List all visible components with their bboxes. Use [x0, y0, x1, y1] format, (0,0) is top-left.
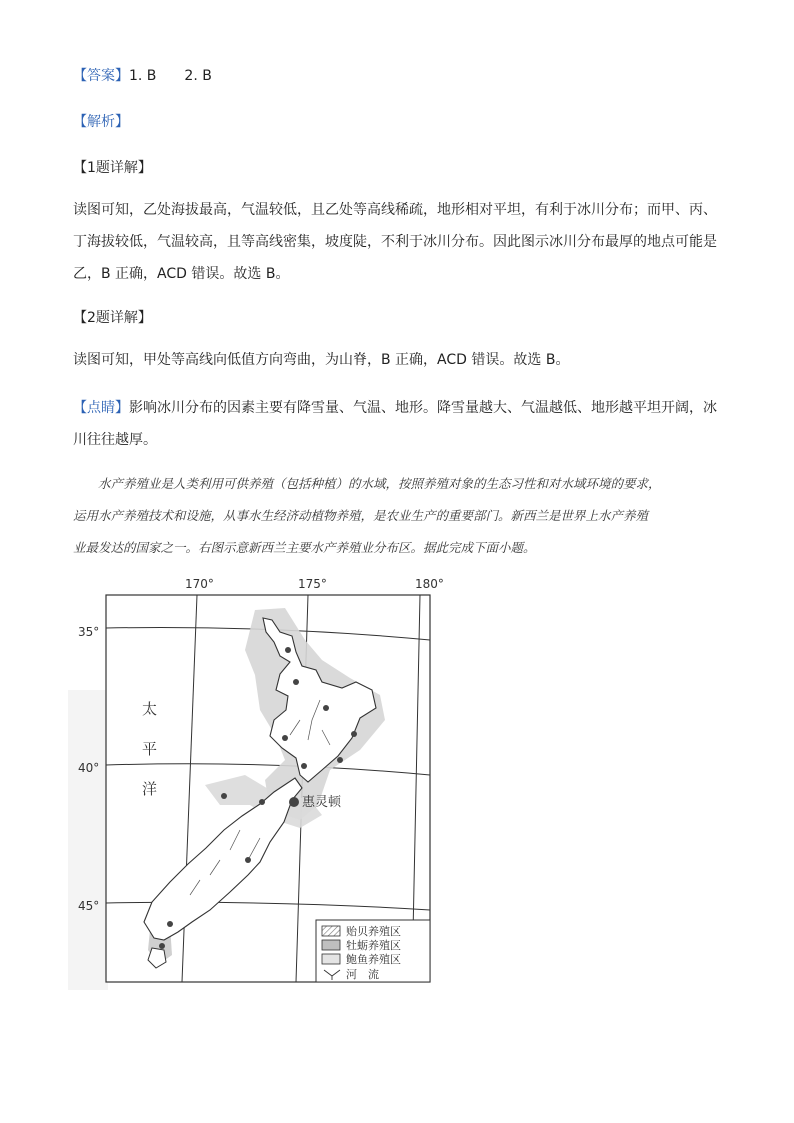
tip-line-1 [73, 393, 717, 424]
tip-label: 【点睛】 [73, 400, 129, 416]
legend-label-abalone: 鲍鱼养殖区 [346, 953, 401, 966]
q2-line-1: 读图可知，甲处等高线向低值方向弯曲，为山脊，B 正确，ACD 错误。故选 B。 [73, 352, 570, 368]
legend-label-river: 河 流 [346, 968, 379, 981]
passage-line-2: 运用水产养殖技术和设施，从事水生经济动植物养殖，是农业生产的重要部门。新西兰是世界上水产养殖 [73, 508, 649, 523]
q1-line-1: 读图可知，乙处海拔最高，气温较低，且乙处等高线稀疏，地形相对平坦，有利于冰川分布；而甲、丙、 [73, 202, 717, 218]
q1-heading: 【1题详解】 [73, 160, 152, 176]
lon-label-175: 175° [298, 577, 327, 591]
legend-swatch-abalone [322, 954, 340, 964]
passage-line-3: 业最发达的国家之一。右图示意新西兰主要水产养殖业分布区。据此完成下面小题。 [73, 540, 536, 555]
answer-label: 【答案】 [73, 68, 129, 84]
q1-line-2: 丁海拔较低，气温较高，且等高线密集，坡度陡，不利于冰川分布。因此图示冰川分布最厚的地点可能是 [73, 234, 717, 250]
answer-text: 1. B 2. B [129, 68, 212, 84]
legend-label-oyster: 牡蛎养殖区 [346, 939, 401, 952]
tip-line-2: 川往往越厚。 [73, 432, 157, 448]
legend-swatch-mussel [322, 926, 340, 936]
q2-heading: 【2题详解】 [73, 310, 152, 326]
ocean-label-3: 洋 [142, 780, 158, 798]
lon-label-170: 170° [185, 577, 214, 591]
passage-line-1: 水产养殖业是人类利用可供养殖（包括种植）的水域，按照养殖对象的生态习性和对水域环境的要求， [73, 476, 661, 491]
lat-label-40: 40° [78, 761, 100, 775]
tip-text-1: 影响冰川分布的因素主要有降雪量、气温、地形。降雪量越大、气温越低、地形越平坦开阔，冰 [129, 400, 717, 416]
q1-line-3: 乙，B 正确，ACD 错误。故选 B。 [73, 266, 290, 282]
answer-line [73, 66, 212, 86]
legend-label-mussel: 贻贝养殖区 [346, 925, 401, 938]
scan-shadow [68, 690, 108, 990]
ocean-label-2: 平 [142, 740, 158, 758]
lat-label-35: 35° [78, 625, 100, 639]
lat-label-45: 45° [78, 899, 100, 913]
ocean-label-1: 太 [142, 700, 158, 718]
lon-label-180: 180° [415, 577, 444, 591]
map-legend [316, 920, 430, 982]
analysis-label: 【解析】 [73, 114, 129, 130]
new-zealand-aquaculture-map [60, 570, 444, 1000]
city-label-wellington: 惠灵顿 [302, 795, 342, 810]
legend-swatch-oyster [322, 940, 340, 950]
